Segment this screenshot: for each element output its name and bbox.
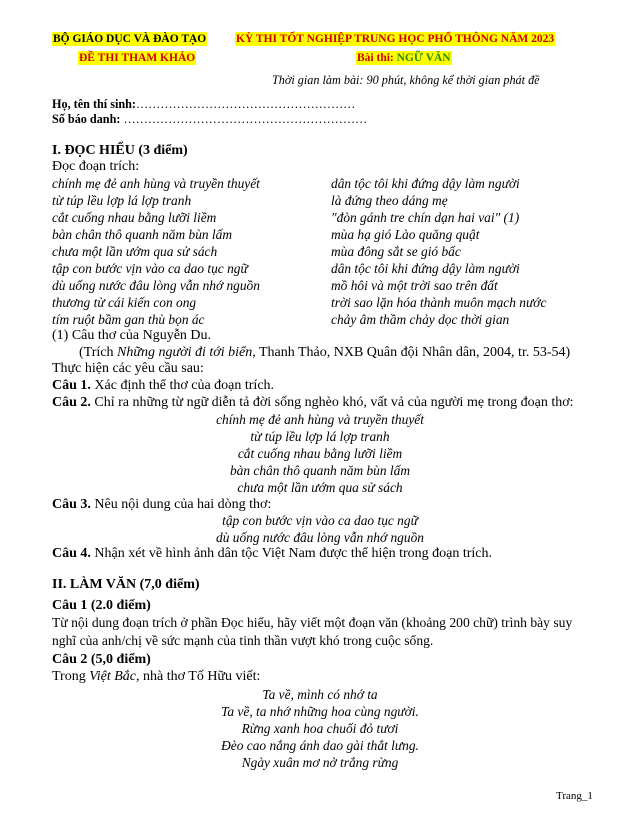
verse-line: Ta về, mình có nhớ ta <box>262 687 378 702</box>
section2-title: II. LÀM VĂN (7,0 điểm) <box>52 577 200 592</box>
poem-row <box>52 311 572 328</box>
poem-row <box>52 260 572 277</box>
poem-left-line: từ túp lều lợp lá lợp tranh <box>52 193 192 208</box>
essay1-title: Câu 1 (2.0 điểm) <box>52 598 151 613</box>
ministry-label: BỘ GIÁO DỤC VÀ ĐÀO TẠO <box>53 33 207 45</box>
paper-type: ĐỀ THI THAM KHẢO <box>79 52 196 64</box>
poem-row <box>52 277 572 294</box>
question-1 <box>52 377 274 394</box>
verse-line: Đèo cao nắng ánh dao gài thắt lưng. <box>221 738 419 753</box>
candidate-name-dots: ……………………………………………… <box>135 97 356 111</box>
quote-line: bàn chân thô quanh năm bùn lấm <box>229 463 411 478</box>
question-4-label: Câu 4. <box>52 546 91 561</box>
page-number: Trang_1 <box>556 790 593 802</box>
subject-name: NGỮ VĂN <box>396 52 451 64</box>
time-note: Thời gian làm bài: 90 phút, không kể thời gian phát đề <box>272 73 540 87</box>
poem-left-line: tập con bước vịn vào ca dao tục ngữ <box>52 261 248 276</box>
source-pre: (Trích <box>79 345 117 360</box>
question-4-text: Nhận xét về hình ảnh dân tộc Việt Nam được thể hiện trong đoạn trích. <box>94 546 493 561</box>
poem-left-line: dù uống nước đâu lòng vẫn nhớ nguồn <box>52 278 260 293</box>
poem-left-line: cắt cuống nhau bằng lưỡi liềm <box>52 210 217 225</box>
verse-line: Ta về, ta nhớ những hoa cùng người. <box>221 704 419 719</box>
question-2-label: Câu 2. <box>52 395 91 410</box>
quote-line: từ túp lều lợp lá lợp tranh <box>250 429 390 444</box>
section1-title: I. ĐỌC HIỂU (3 điểm) <box>52 143 188 158</box>
section1-intro: Đọc đoạn trích: <box>52 159 140 174</box>
poem-right-line: "đòn gánh tre chín dạn hai vai" (1) <box>331 210 520 225</box>
essay2-intro-post: , nhà thơ Tố Hữu viết: <box>136 669 261 684</box>
question-3 <box>52 496 271 513</box>
poem-left-line: chưa một lần ướm qua sử sách <box>52 244 218 259</box>
verse-line: Rừng xanh hoa chuối đỏ tươi <box>241 721 399 736</box>
candidate-id-label: Số báo danh: <box>52 112 121 126</box>
poem-right-line: là đứng theo dáng mẹ <box>331 193 448 208</box>
essay2-work-title: Việt Bắc <box>89 669 137 684</box>
source-citation <box>79 344 570 361</box>
poem-right-line: mùa đông sắt se gió bấc <box>331 244 461 259</box>
essay2-intro-pre: Trong <box>52 669 90 684</box>
subject-label: Bài thi: <box>357 52 394 64</box>
poem-right-line: chảy âm thầm chảy dọc thời gian <box>331 312 510 327</box>
poem-row <box>52 209 572 226</box>
question-1-label: Câu 1. <box>52 378 91 393</box>
essay1-prompt: Từ nội dung đoạn trích ở phần Đọc hiểu, hãy viết một đoạn văn (khoảng 200 chữ) trình bày suy nghĩ của anh/chị về sức mạnh của tinh thần vượt khó trong cuộc sống. <box>52 615 573 648</box>
question-4 <box>52 545 492 562</box>
poem-right-line: mồ hôi và một trời sao trên đất <box>331 278 498 293</box>
candidate-name-label: Họ, tên thí sinh: <box>52 97 136 111</box>
candidate-id-dots: …………………………………………………… <box>123 112 368 126</box>
quote-line: chưa một lần ướm qua sử sách <box>237 480 403 495</box>
essay2-intro <box>52 668 260 685</box>
quote-line: chính mẹ đẻ anh hùng và truyền thuyết <box>216 412 424 427</box>
quote-line: cắt cuống nhau bằng lưỡi liềm <box>237 446 403 461</box>
poem-right-line: dân tộc tôi khi đứng dậy làm người <box>331 176 520 191</box>
poem-left-line: bàn chân thô quanh năm bùn lấm <box>52 227 233 242</box>
instruction: Thực hiện các yêu cầu sau: <box>52 361 204 376</box>
subject-badge <box>356 51 452 65</box>
poem-left-line: chính mẹ đẻ anh hùng và truyền thuyết <box>52 176 260 191</box>
poem-right-line: mùa hạ gió Lào quăng quật <box>331 227 480 242</box>
question-2-text: Chỉ ra những từ ngữ diễn tả đời sống nghèo khó, vất vả của người mẹ trong đoạn thơ: <box>94 395 574 410</box>
question-1-text: Xác định thể thơ của đoạn trích. <box>94 378 275 393</box>
poem-row <box>52 243 572 260</box>
essay2-title: Câu 2 (5,0 điểm) <box>52 652 151 667</box>
verse-line: Ngày xuân mơ nở trắng rừng <box>241 755 399 770</box>
poem-row <box>52 192 572 209</box>
poem-row <box>52 294 572 311</box>
poem-left-line: thương từ cái kiến con ong <box>52 295 197 310</box>
quote-line: tập con bước vịn vào ca dao tục ngữ <box>222 513 418 528</box>
exam-title: KỲ THI TỐT NGHIỆP TRUNG HỌC PHỔ THÔNG NĂM 2023 <box>236 33 555 45</box>
candidate-id-line <box>52 112 367 127</box>
source-post: , Thanh Thảo, NXB Quân đội Nhân dân, 2004, tr. 53-54) <box>252 345 571 360</box>
quote-line: dù uống nước đâu lòng vẫn nhớ nguồn <box>216 530 424 545</box>
poem-row <box>52 226 572 243</box>
question-3-text: Nêu nội dung của hai dòng thơ: <box>94 497 272 512</box>
poem-right-line: dân tộc tôi khi đứng dậy làm người <box>331 261 520 276</box>
question-3-label: Câu 3. <box>52 497 91 512</box>
candidate-name-line <box>52 97 355 112</box>
source-title: Những người đi tới biển <box>117 345 253 360</box>
poem-left-line: tím ruột bầm gan thù bọn ác <box>52 312 205 327</box>
footnote: (1) Câu thơ của Nguyễn Du. <box>52 328 212 343</box>
poem-right-line: trời sao lặn hóa thành muôn mạch nước <box>331 295 547 310</box>
poem-row <box>52 175 572 192</box>
question-2 <box>52 394 574 411</box>
